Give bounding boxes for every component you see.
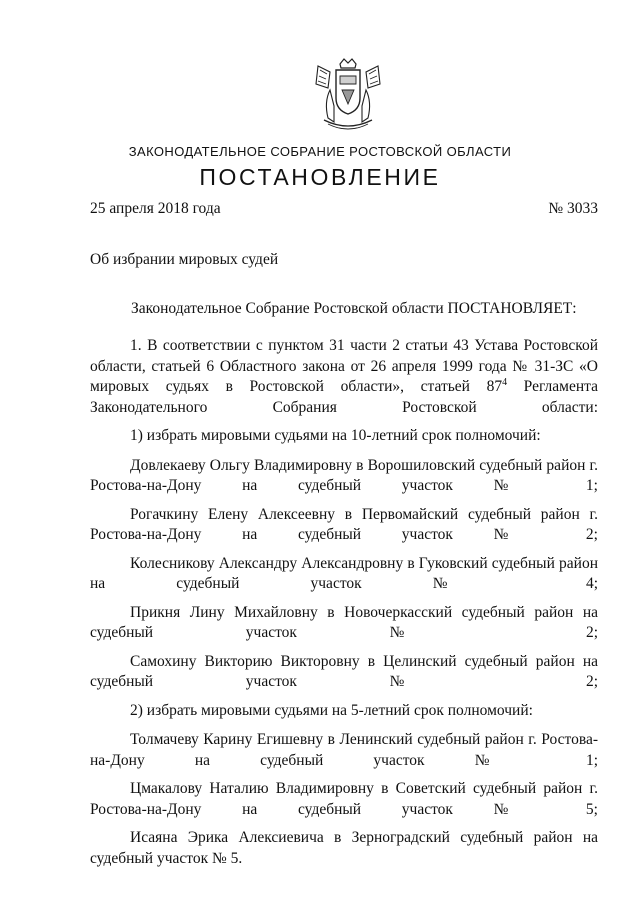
list-item: Цмакалову Наталию Владимировну в Советский судебный район г. Ростова-на-Дону на судебный участок № 5; <box>90 780 598 818</box>
list-item: Исаяна Эрика Алексиевича в Зерноградский судебный район на судебный участок № 5. <box>90 829 598 867</box>
list-item: Прикня Лину Михайловну в Новочеркасский судебный район на судебный участок № 2; <box>90 603 598 641</box>
clause-1-superscript: 4 <box>502 376 508 388</box>
document-body <box>90 336 598 877</box>
section-2-heading: 2) избрать мировыми судьями на 5-летний срок полномочий: <box>130 701 533 719</box>
clause-1-text: 1. В соответствии с пунктом 31 части 2 статьи 43 Устава Ростовской области, статьей 6 Областного закона от 26 апреля 1999 года № 31-ЗС «О мировых судьях в Ростовской области», статьей 87 <box>90 337 598 395</box>
list-item: Толмачеву Карину Егишевну в Ленинский судебный район г. Ростова-на-Дону на судебный участок № 1; <box>90 731 598 769</box>
list-item: Колесникову Александру Александровну в Гуковский судебный район на судебный участок № 4; <box>90 554 598 592</box>
list-item: Рогачкину Елену Алексеевну в Первомайский судебный район г. Ростова-на-Дону на судебный участок № 2; <box>90 505 598 543</box>
document-type-title: ПОСТАНОВЛЕНИЕ <box>199 164 441 190</box>
list-item: Довлекаеву Ольгу Владимировну в Ворошиловский судебный район г. Ростова-на-Дону на судебный участок № 1; <box>90 456 598 494</box>
clause-1-text-end: Регламента Законодательного Собрания Ростовской области: <box>90 378 598 416</box>
clause-1 <box>90 336 598 418</box>
preamble: Законодательное Собрание Ростовской области ПОСТАНОВЛЯЕТ: <box>131 300 577 317</box>
section-1-heading: 1) избрать мировыми судьями на 10-летний срок полномочий: <box>130 427 541 444</box>
authority-name: ЗАКОНОДАТЕЛЬНОЕ СОБРАНИЕ РОСТОВСКОЙ ОБЛАСТИ <box>128 144 512 159</box>
list-item: Самохину Викторию Викторовну в Целинский судебный район на судебный участок № 2; <box>90 652 598 690</box>
coat-of-arms-emblem <box>314 58 382 134</box>
document-number: № 3033 <box>548 200 598 217</box>
document-subject: Об избрании мировых судей <box>90 251 279 268</box>
document-date: 25 апреля 2018 года <box>90 200 221 217</box>
